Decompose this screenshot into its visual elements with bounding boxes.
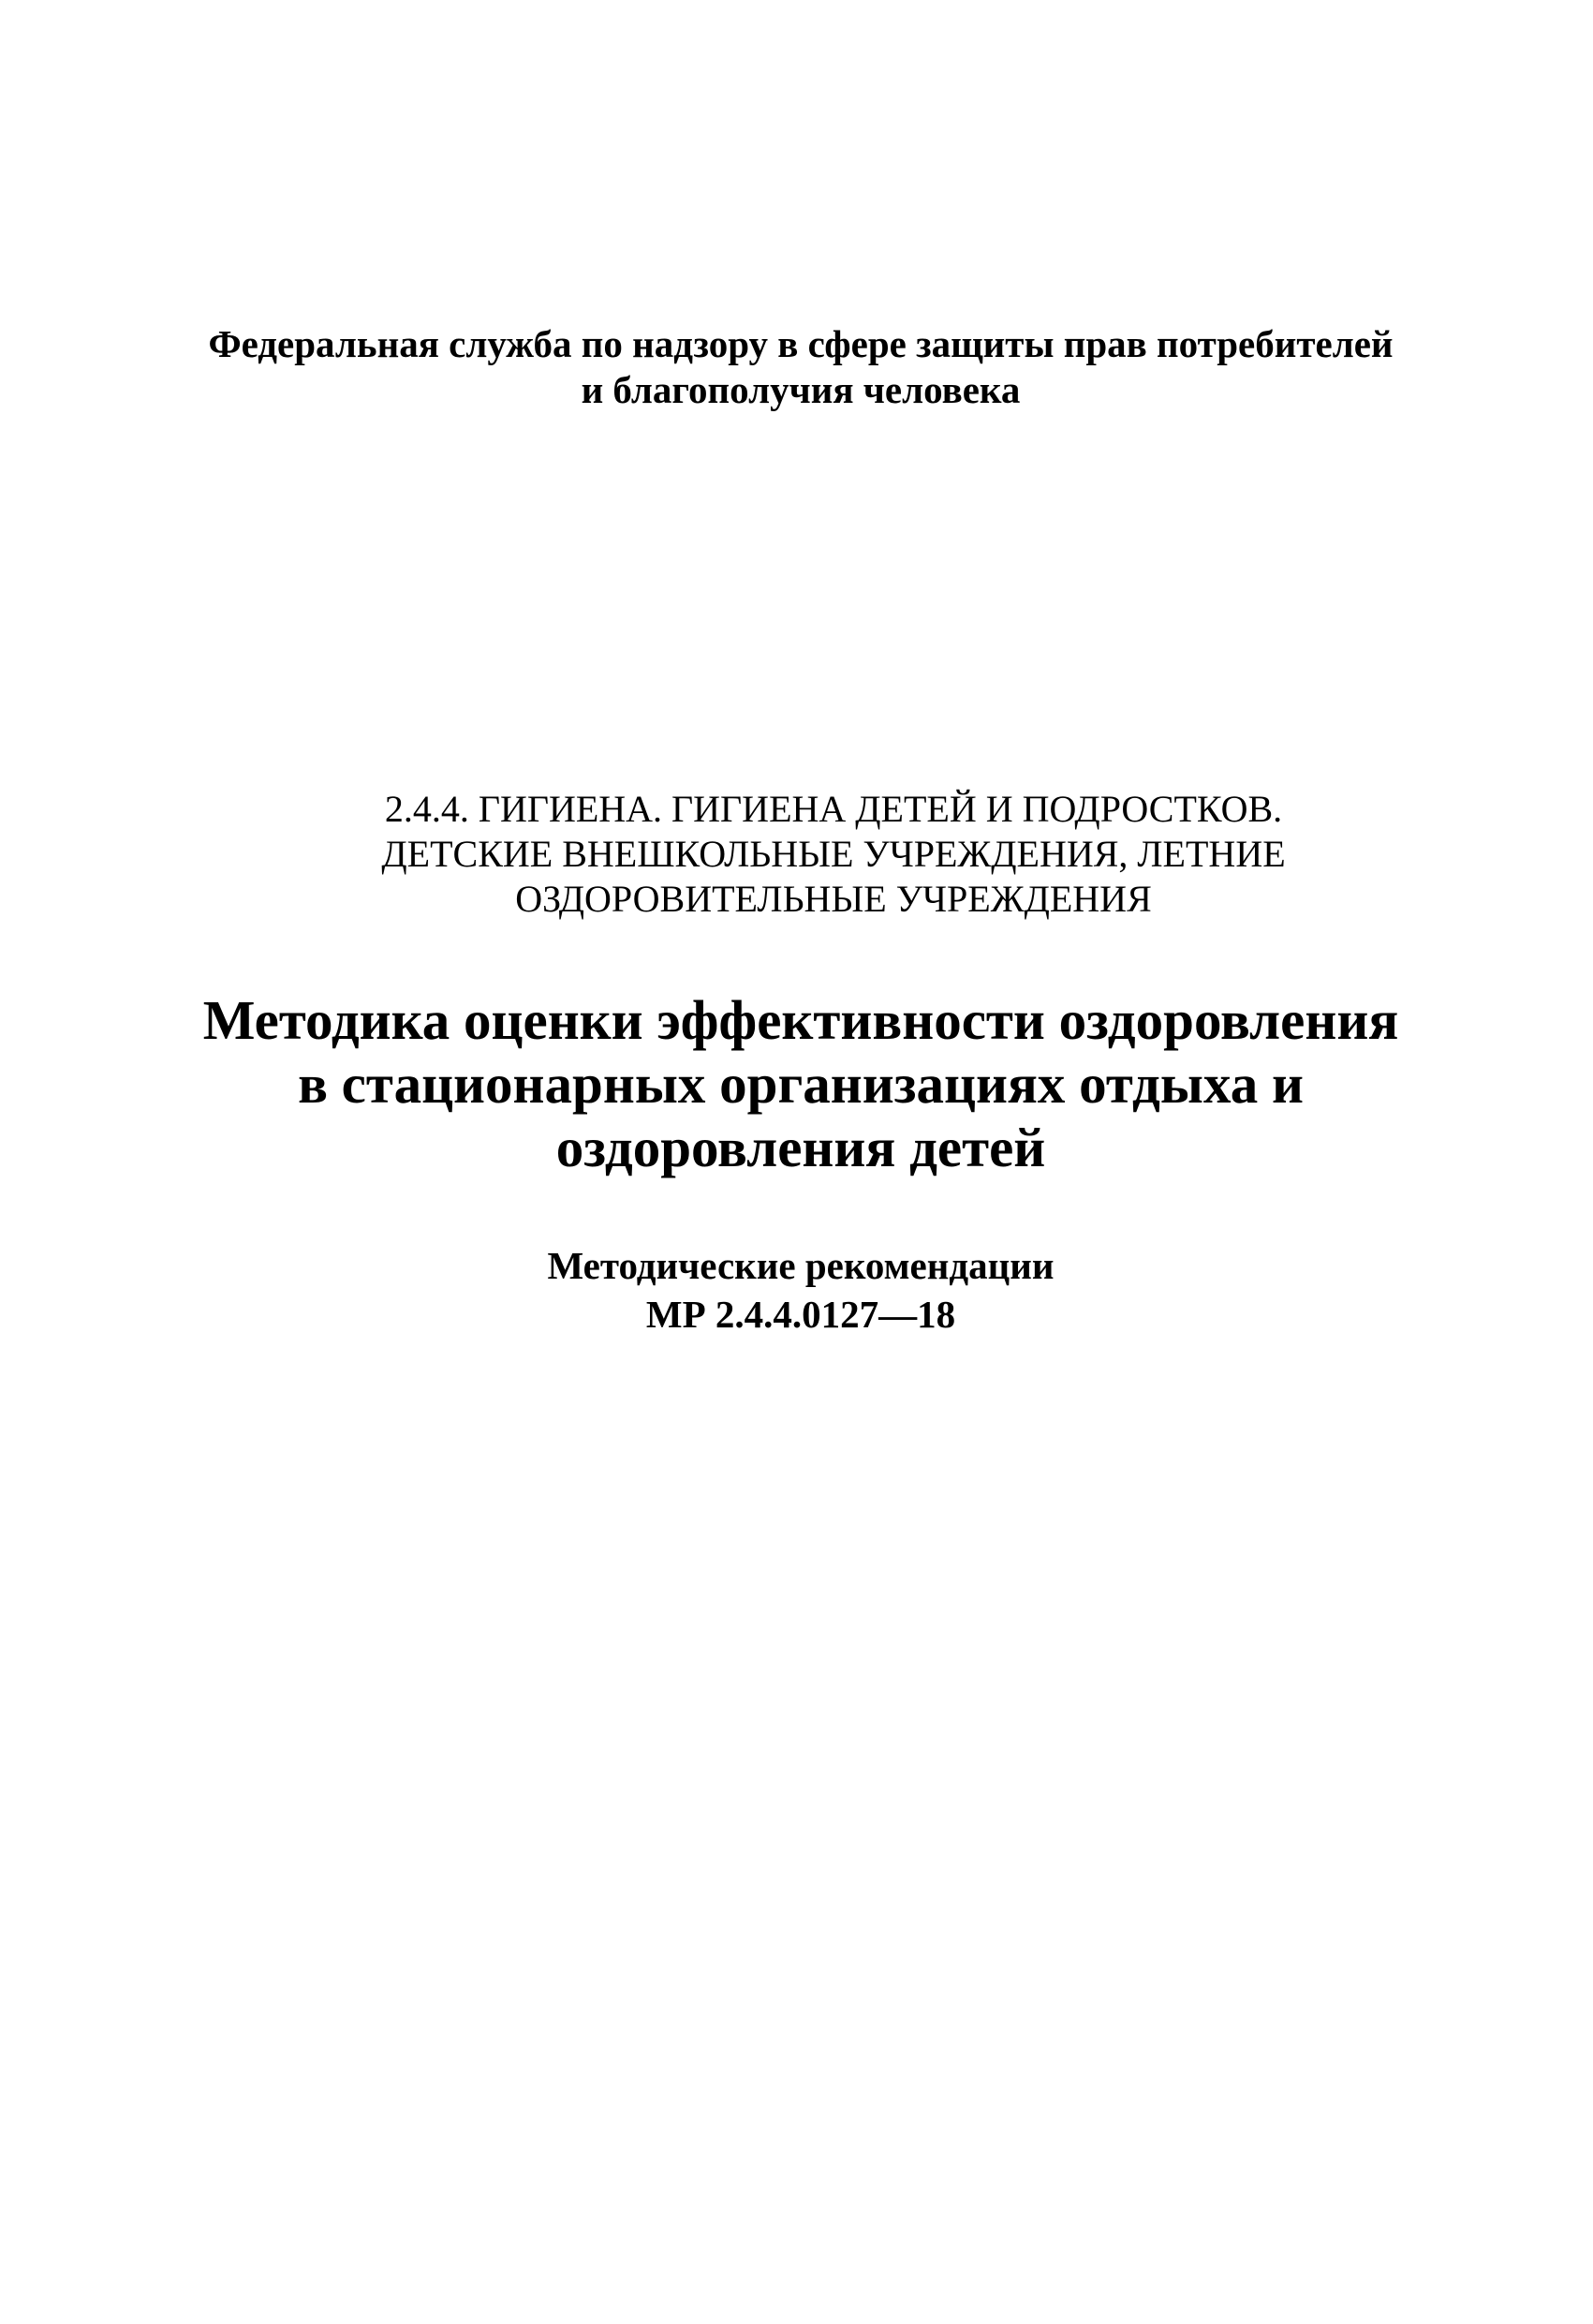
title-line-1: Методика оценки эффективности оздоровления	[202, 989, 1399, 1051]
title-line-2: в стационарных организациях отдыха и	[298, 1053, 1304, 1115]
issuing-organization	[140, 321, 1461, 413]
document-type-block	[140, 1241, 1461, 1339]
organization-line-2: и благополучия человека	[581, 368, 1021, 411]
title-line-3: оздоровления детей	[555, 1117, 1046, 1178]
organization-line-1: Федеральная служба по надзору в сфере защиты прав потребителей	[208, 322, 1394, 365]
document-code: МР 2.4.4.0127—18	[645, 1293, 956, 1336]
series-line-3: ОЗДОРОВИТЕЛЬНЫЕ УЧРЕЖДЕНИЯ	[515, 878, 1152, 920]
series-line-2: ДЕТСКИЕ ВНЕШКОЛЬНЫЕ УЧРЕЖДЕНИЯ, ЛЕТНИЕ	[381, 833, 1286, 875]
document-type-label: Методические рекомендации	[547, 1244, 1055, 1287]
document-title	[140, 988, 1461, 1179]
series-line-1: 2.4.4. ГИГИЕНА. ГИГИЕНА ДЕТЕЙ И ПОДРОСТКОВ.	[384, 788, 1283, 830]
document-series-heading	[318, 787, 1349, 922]
